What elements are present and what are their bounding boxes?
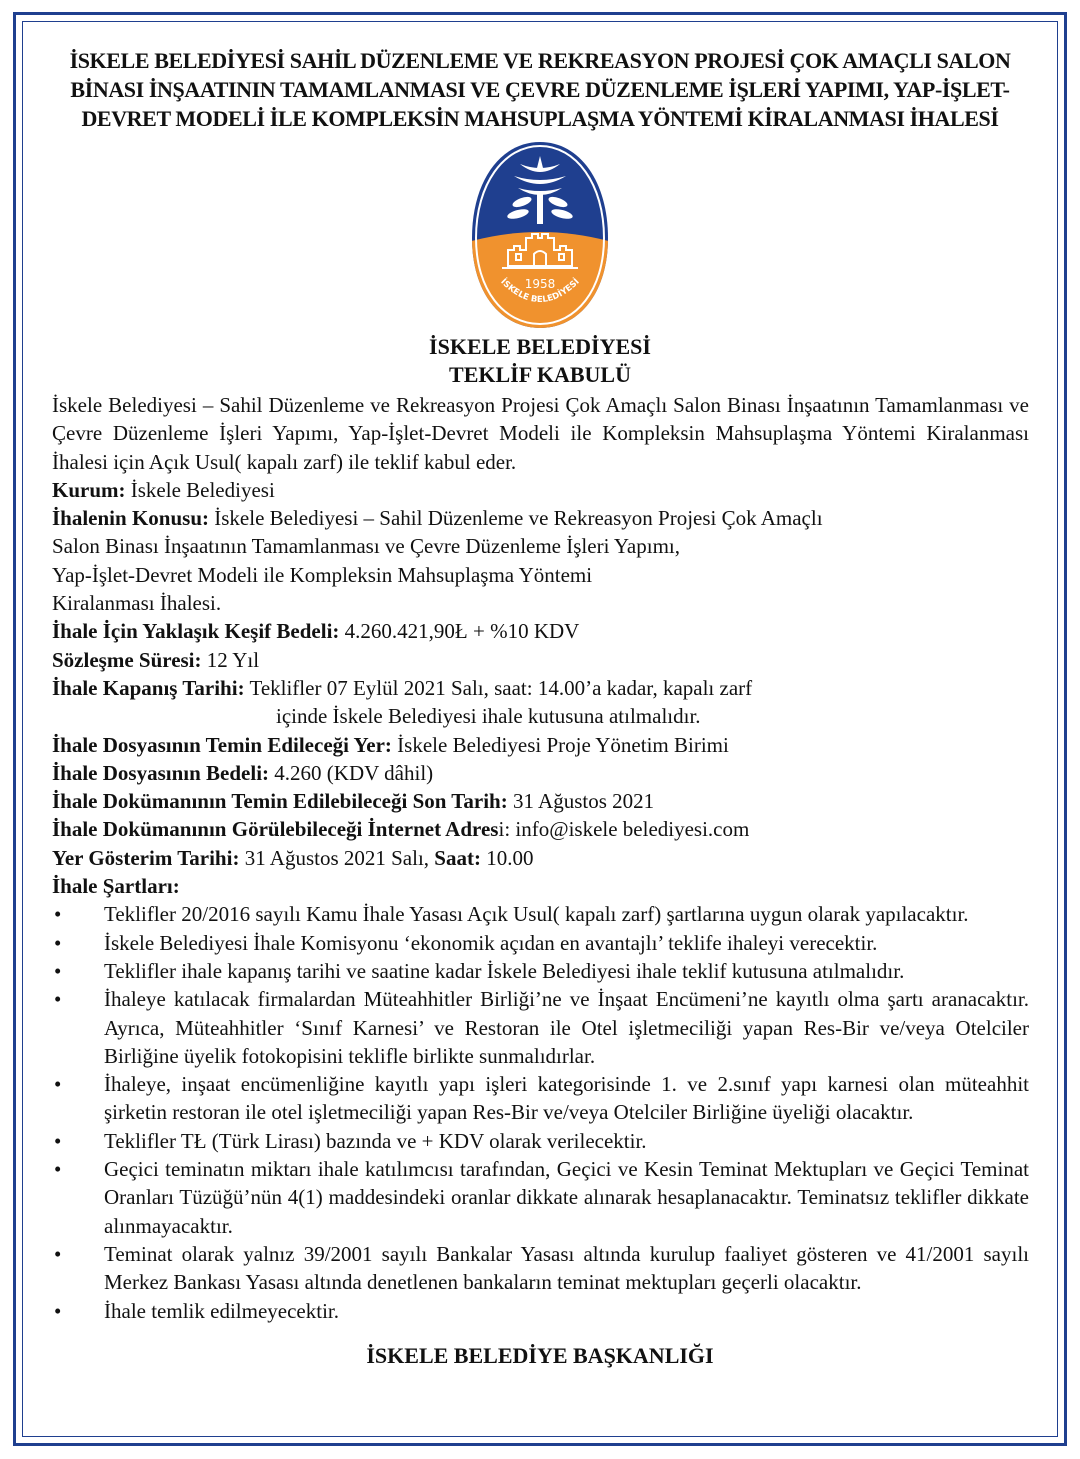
field-kapanis [52, 674, 1029, 731]
internet-label-tail: i [498, 817, 505, 842]
field-son-tarih [52, 787, 1029, 815]
condition-item: • Geçici teminatın miktarı ihale katılımcısı tarafından, Geçici ve Kesin Teminat Mektupları ve Geçici Teminat Oranları Tüzüğü’nün 4(1) maddesindeki oranlar dikkate alınarak hesaplanacaktır. Teminatsız teklifler dikkate alınmayacaktır. [52, 1155, 1029, 1240]
konu-line-2: Salon Binası İnşaatının Tamamlanması ve Çevre Düzenleme İşleri Yapımı, [52, 534, 681, 559]
field-dosya-yer [52, 731, 1029, 759]
field-internet [52, 815, 1029, 843]
internet-value[interactable]: : info@iskele belediyesi.com [504, 817, 750, 842]
sure-value: 12 Yıl [206, 647, 260, 672]
internet-label: İhale Dokümanının Görülebileceği İnternet Adres [52, 817, 499, 842]
bedel-label: İhale İçin Yaklaşık Keşif Bedeli: [52, 619, 340, 644]
saat-label: Saat: [434, 845, 481, 870]
dosya-yer-label: İhale Dosyasının Temin Edileceği Yer: [52, 732, 392, 757]
intro-paragraph: İskele Belediyesi – Sahil Düzenleme ve Rekreasyon Projesi Çok Amaçlı Salon Binası İnşaatının Tamamlanması ve Çevre Düzenleme İşleri Yapımı, Yap-İşlet-Devret Modeli ile Kompleksin Mahsuplaşma Yöntemi Kiralanması İhalesi için Açık Usul( kapalı zarf) ile teklif kabul eder. [52, 393, 1029, 474]
condition-item: • İhaleye katılacak firmalardan Müteahhitler Birliği’ne ve İnşaat Encümeni’ne kayıtlı olma şartı aranacaktır. Ayrıca, Müteahhitler ‘Sınıf Karnesi’ ve Restoran ile Otel işletmeciliği yapan Res-Bir ve/veya Otelciler Birliğine üyelik fotokopisini teklifle birlikte sunmalıdırlar. [52, 985, 1029, 1070]
conditions-list [52, 900, 1029, 1324]
field-kurum [52, 476, 1029, 504]
condition-item: • Teklifler 20/2016 sayılı Kamu İhale Yasası Açık Usul( kapalı zarf) şartlarına uygun olarak yapılacaktır. [52, 900, 1029, 928]
municipality-logo [468, 138, 612, 334]
konu-line-1: İskele Belediyesi – Sahil Düzenleme ve Rekreasyon Projesi Çok Amaçlı [214, 506, 823, 531]
son-tarih-label: İhale Dokümanının Temin Edilebileceği Son Tarih: [52, 789, 508, 814]
condition-item: • Teklifler TŁ (Türk Lirası) bazında ve + KDV olarak verilecektir. [52, 1127, 1029, 1155]
dosya-yer-value: İskele Belediyesi Proje Yönetim Birimi [397, 732, 729, 757]
notice-headline: İSKELE BELEDİYESİ SAHİL DÜZENLEME VE REKREASYON PROJESİ ÇOK AMAÇLI SALON BİNASI İNŞAATININ TAMAMLANMASI VE ÇEVRE DÜZENLEME İŞLERİ YAPIMI, YAP-İŞLET-DEVRET MODELİ İLE KOMPLEKSİN MAHSUPLAŞMA YÖNTEMİ KİRALANMASI İHALESİ [69, 48, 1011, 131]
institution-title: İSKELE BELEDİYESİ [429, 334, 651, 359]
field-bedel [52, 617, 1029, 645]
condition-item: • İhaleye, inşaat encümenliğine kayıtlı yapı işleri kategorisinde 1. ve 2.sınıf yapı karnesi olan müteahhit şirketin restoran ile otel işletmeciliği yapan Res-Bir ve/veya Otelciler Birliğine üyeliği olacaktır. [52, 1070, 1029, 1127]
logo-year: 1958 [524, 277, 556, 291]
condition-item: • Teminat olarak yalnız 39/2001 sayılı Bankalar Yasası altında kurulup faaliyet gösteren ve 41/2001 sayılı Merkez Bankası Yasası altında denetlenen bankaların teminat mektupları geçerli olacaktır. [52, 1240, 1029, 1297]
kurum-label: Kurum: [52, 477, 126, 502]
dosya-bedel-value: 4.260 (KDV dâhil) [274, 760, 434, 785]
yer-gosterim-value: 31 Ağustos 2021 Salı, [244, 845, 430, 870]
field-dosya-bedel [52, 759, 1029, 787]
signature-footer: İSKELE BELEDİYE BAŞKANLIĞI [366, 1343, 714, 1368]
notice-title: TEKLİF KABULÜ [449, 362, 631, 387]
konu-label: İhalenin Konusu: [52, 506, 209, 531]
condition-item: • İskele Belediyesi İhale Komisyonu ‘ekonomik açıdan en avantajlı’ teklife ihaleyi verecektir. [52, 929, 1029, 957]
kapanis-label: İhale Kapanış Tarihi: [52, 675, 245, 700]
logo-arc-text: İSKELE BELEDİYESİ [498, 277, 582, 306]
field-sure [52, 646, 1029, 674]
condition-item: • Teklifler ihale kapanış tarihi ve saatine kadar İskele Belediyesi ihale teklif kutusuna atılmalıdır. [52, 957, 1029, 985]
konu-line-3: Yap-İşlet-Devret Modeli ile Kompleksin Mahsuplaşma Yöntemi [52, 562, 593, 587]
condition-item: • İhale temlik edilmeyecektir. [52, 1297, 1029, 1325]
konu-line-4: Kiralanması İhalesi. [52, 591, 222, 616]
field-yer-gosterim [52, 844, 1029, 872]
son-tarih-value: 31 Ağustos 2021 [512, 789, 655, 814]
kurum-value: İskele Belediyesi [130, 477, 275, 502]
notice-body [52, 391, 1029, 1325]
sartlar-label: İhale Şartları: [52, 874, 180, 899]
bedel-value: 4.260.421,90Ł + %10 KDV [344, 619, 580, 644]
kapanis-value-1: Teklifler 07 Eylül 2021 Salı, saat: 14.00’a kadar, kapalı zarf [249, 675, 753, 700]
yer-gosterim-label: Yer Gösterim Tarihi: [52, 845, 240, 870]
saat-value: 10.00 [486, 845, 534, 870]
dosya-bedel-label: İhale Dosyasının Bedeli: [52, 760, 270, 785]
sure-label: Sözleşme Süresi: [52, 647, 202, 672]
field-konu [52, 504, 1029, 617]
kapanis-value-2: içinde İskele Belediyesi ihale kutusuna atılmalıdır. [276, 704, 701, 729]
